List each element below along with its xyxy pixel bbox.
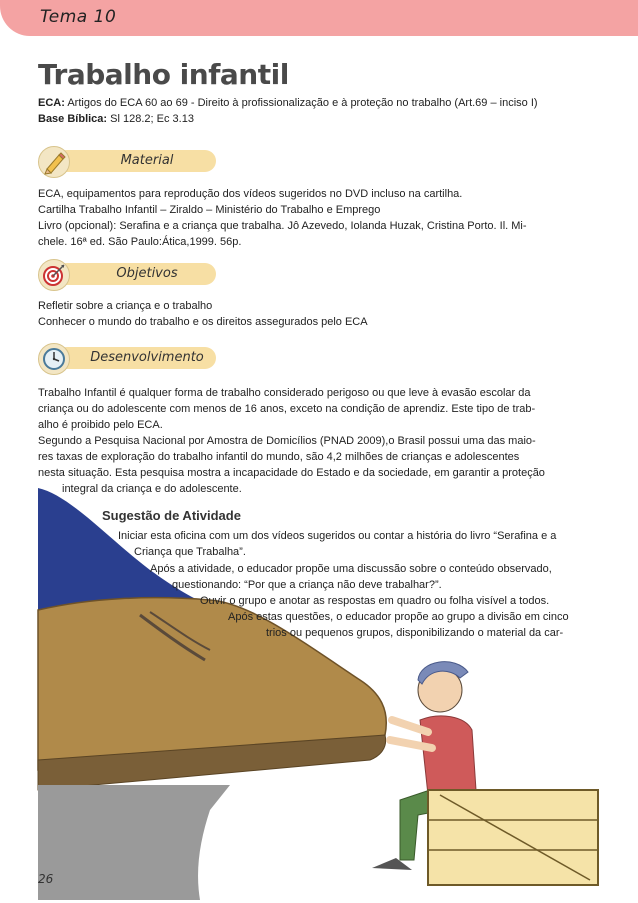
material-line: chele. 16ª ed. São Paulo:Ática,1999. 56p. (38, 236, 242, 248)
sugestao-line: Após estas questões, o educador propõe ao grupo a divisão em cinco (228, 611, 569, 623)
desenvolvimento-heading: Desenvolvimento (90, 350, 204, 365)
sugestao-line: Ouvir o grupo e anotar as respostas em quadro ou folha visível a todos. (200, 595, 550, 607)
header-tema: Tema 10 (40, 7, 117, 27)
objetivos-line: Conhecer o mundo do trabalho e os direitos assegurados pelo ECA (38, 316, 368, 328)
desenvolvimento-line: alho é proibido pelo ECA. (38, 419, 163, 431)
sugestao-line: trios ou pequenos grupos, disponibilizando o material da car- (266, 627, 564, 639)
material-line: Livro (opcional): Serafina e a criança que trabalha. Jô Azevedo, Iolanda Huzak, Cristina Porto. Il. Mi- (38, 220, 527, 232)
material-line: ECA, equipamentos para reprodução dos vídeos sugeridos no DVD incluso na cartilha. (38, 188, 463, 200)
sugestao-line: Após a atividade, o educador propõe uma discussão sobre o conteúdo observado, (150, 563, 552, 575)
page-number: 26 (38, 872, 54, 886)
objetivos-heading: Objetivos (116, 266, 178, 281)
base-text: Sl 128.2; Ec 3.13 (110, 113, 194, 125)
page-title: Trabalho infantil (38, 58, 289, 91)
sugestao-heading: Sugestão de Atividade (102, 508, 241, 523)
desenvolvimento-line: nesta situação. Esta pesquisa mostra a incapacidade do Estado e da sociedade, em garantir a proteção (38, 467, 545, 479)
desenvolvimento-line: res taxas de exploração do trabalho infantil do mundo, são 4,2 milhões de crianças e adolescentes (38, 451, 520, 463)
desenvolvimento-line: integral da criança e do adolescente. (62, 483, 242, 495)
objetivos-line: Refletir sobre a criança e o trabalho (38, 300, 213, 312)
desenvolvimento-line: Segundo a Pesquisa Nacional por Amostra de Domicílios (PNAD 2009),o Brasil possui uma das maio- (38, 435, 536, 447)
material-heading: Material (120, 153, 174, 168)
sugestao-line: questionando: “Por que a criança não deve trabalhar?”. (172, 579, 442, 591)
sugestao-line: Iniciar esta oficina com um dos vídeos sugeridos ou contar a história do livro “Serafina e a (118, 530, 557, 542)
eca-text: Artigos do ECA 60 ao 69 - Direito à profissionalização e à proteção no trabalho (Art.69 – inciso I) (67, 97, 538, 109)
sugestao-line: Criança que Trabalha”. (134, 546, 246, 558)
base-label: Base Bíblica: (38, 113, 108, 125)
desenvolvimento-line: criança ou do adolescente com menos de 16 anos, exceto na condição de aprendiz. Este tipo de trab- (38, 403, 536, 415)
material-line: Cartilha Trabalho Infantil – Ziraldo – Ministério do Trabalho e Emprego (38, 204, 381, 216)
desenvolvimento-line: Trabalho Infantil é qualquer forma de trabalho considerado perigoso ou que leve à evasão escolar da (38, 387, 531, 399)
eca-label: ECA: (38, 97, 65, 109)
